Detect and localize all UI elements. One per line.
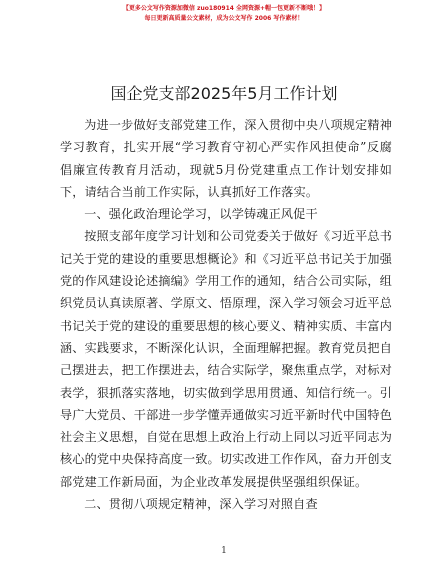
promo-banner	[0, 4, 448, 24]
promo-banner-line1: 【更多公文写作资源加微信 zuo180914 全网资源+帽一包更新不断哦！】	[122, 5, 326, 12]
document-title: 国企党支部2025年5月工作计划	[110, 84, 338, 103]
intro-paragraph: 为进一步做好支部党建工作，深入贯彻中央八项规定精神学习教育，扎实开展“学习教育守初心严实作风担使命”反腐倡廉宣传教育月活动，现就5月份党建重点工作计划安排如下，请结合当前工作实际，认真抓好工作落实。	[60, 118, 392, 199]
page-number: 1	[221, 546, 227, 556]
section-1-heading: 一、强化政治理论学习，以学铸魂正风促干	[84, 207, 318, 222]
document-body	[60, 114, 392, 515]
promo-banner-line2: 每日更新高质量公文素材，成为公文写作 2006 写作素材！	[144, 15, 304, 22]
section-1-paragraph: 按照支部年度学习计划和公司党委关于做好《习近平总书记关于党的建设的重要思想概论》和《习近平总书记关于加强党的作风建设论述摘编》学用工作的通知，结合公司实际，组织党员认真读原著、学原文、悟原理，深入学习领会习近平总书记关于党的建设的重要思想的核心要义、精神实质、丰富内涵、实践要求，不断深化认识，全面理解把握。教育党员把自己摆进去，把工作摆进去，结合实际学，聚焦重点学，对标对表学，狠抓落实落地，切实做到学思用贯通、知信行统一。引导广大党员、干部进一步学懂弄通做实习近平新时代中国特色社会主义思想，自觉在思想上政治上行动上同以习近平同志为核心的党中央保持高度一致。切实改进工作作风，奋力开创支部党建工作新局面，为企业改革发展提供坚强组织保证。	[60, 229, 392, 489]
section-2-heading: 二、贯彻八项规定精神，深入学习对照自查	[84, 497, 318, 512]
